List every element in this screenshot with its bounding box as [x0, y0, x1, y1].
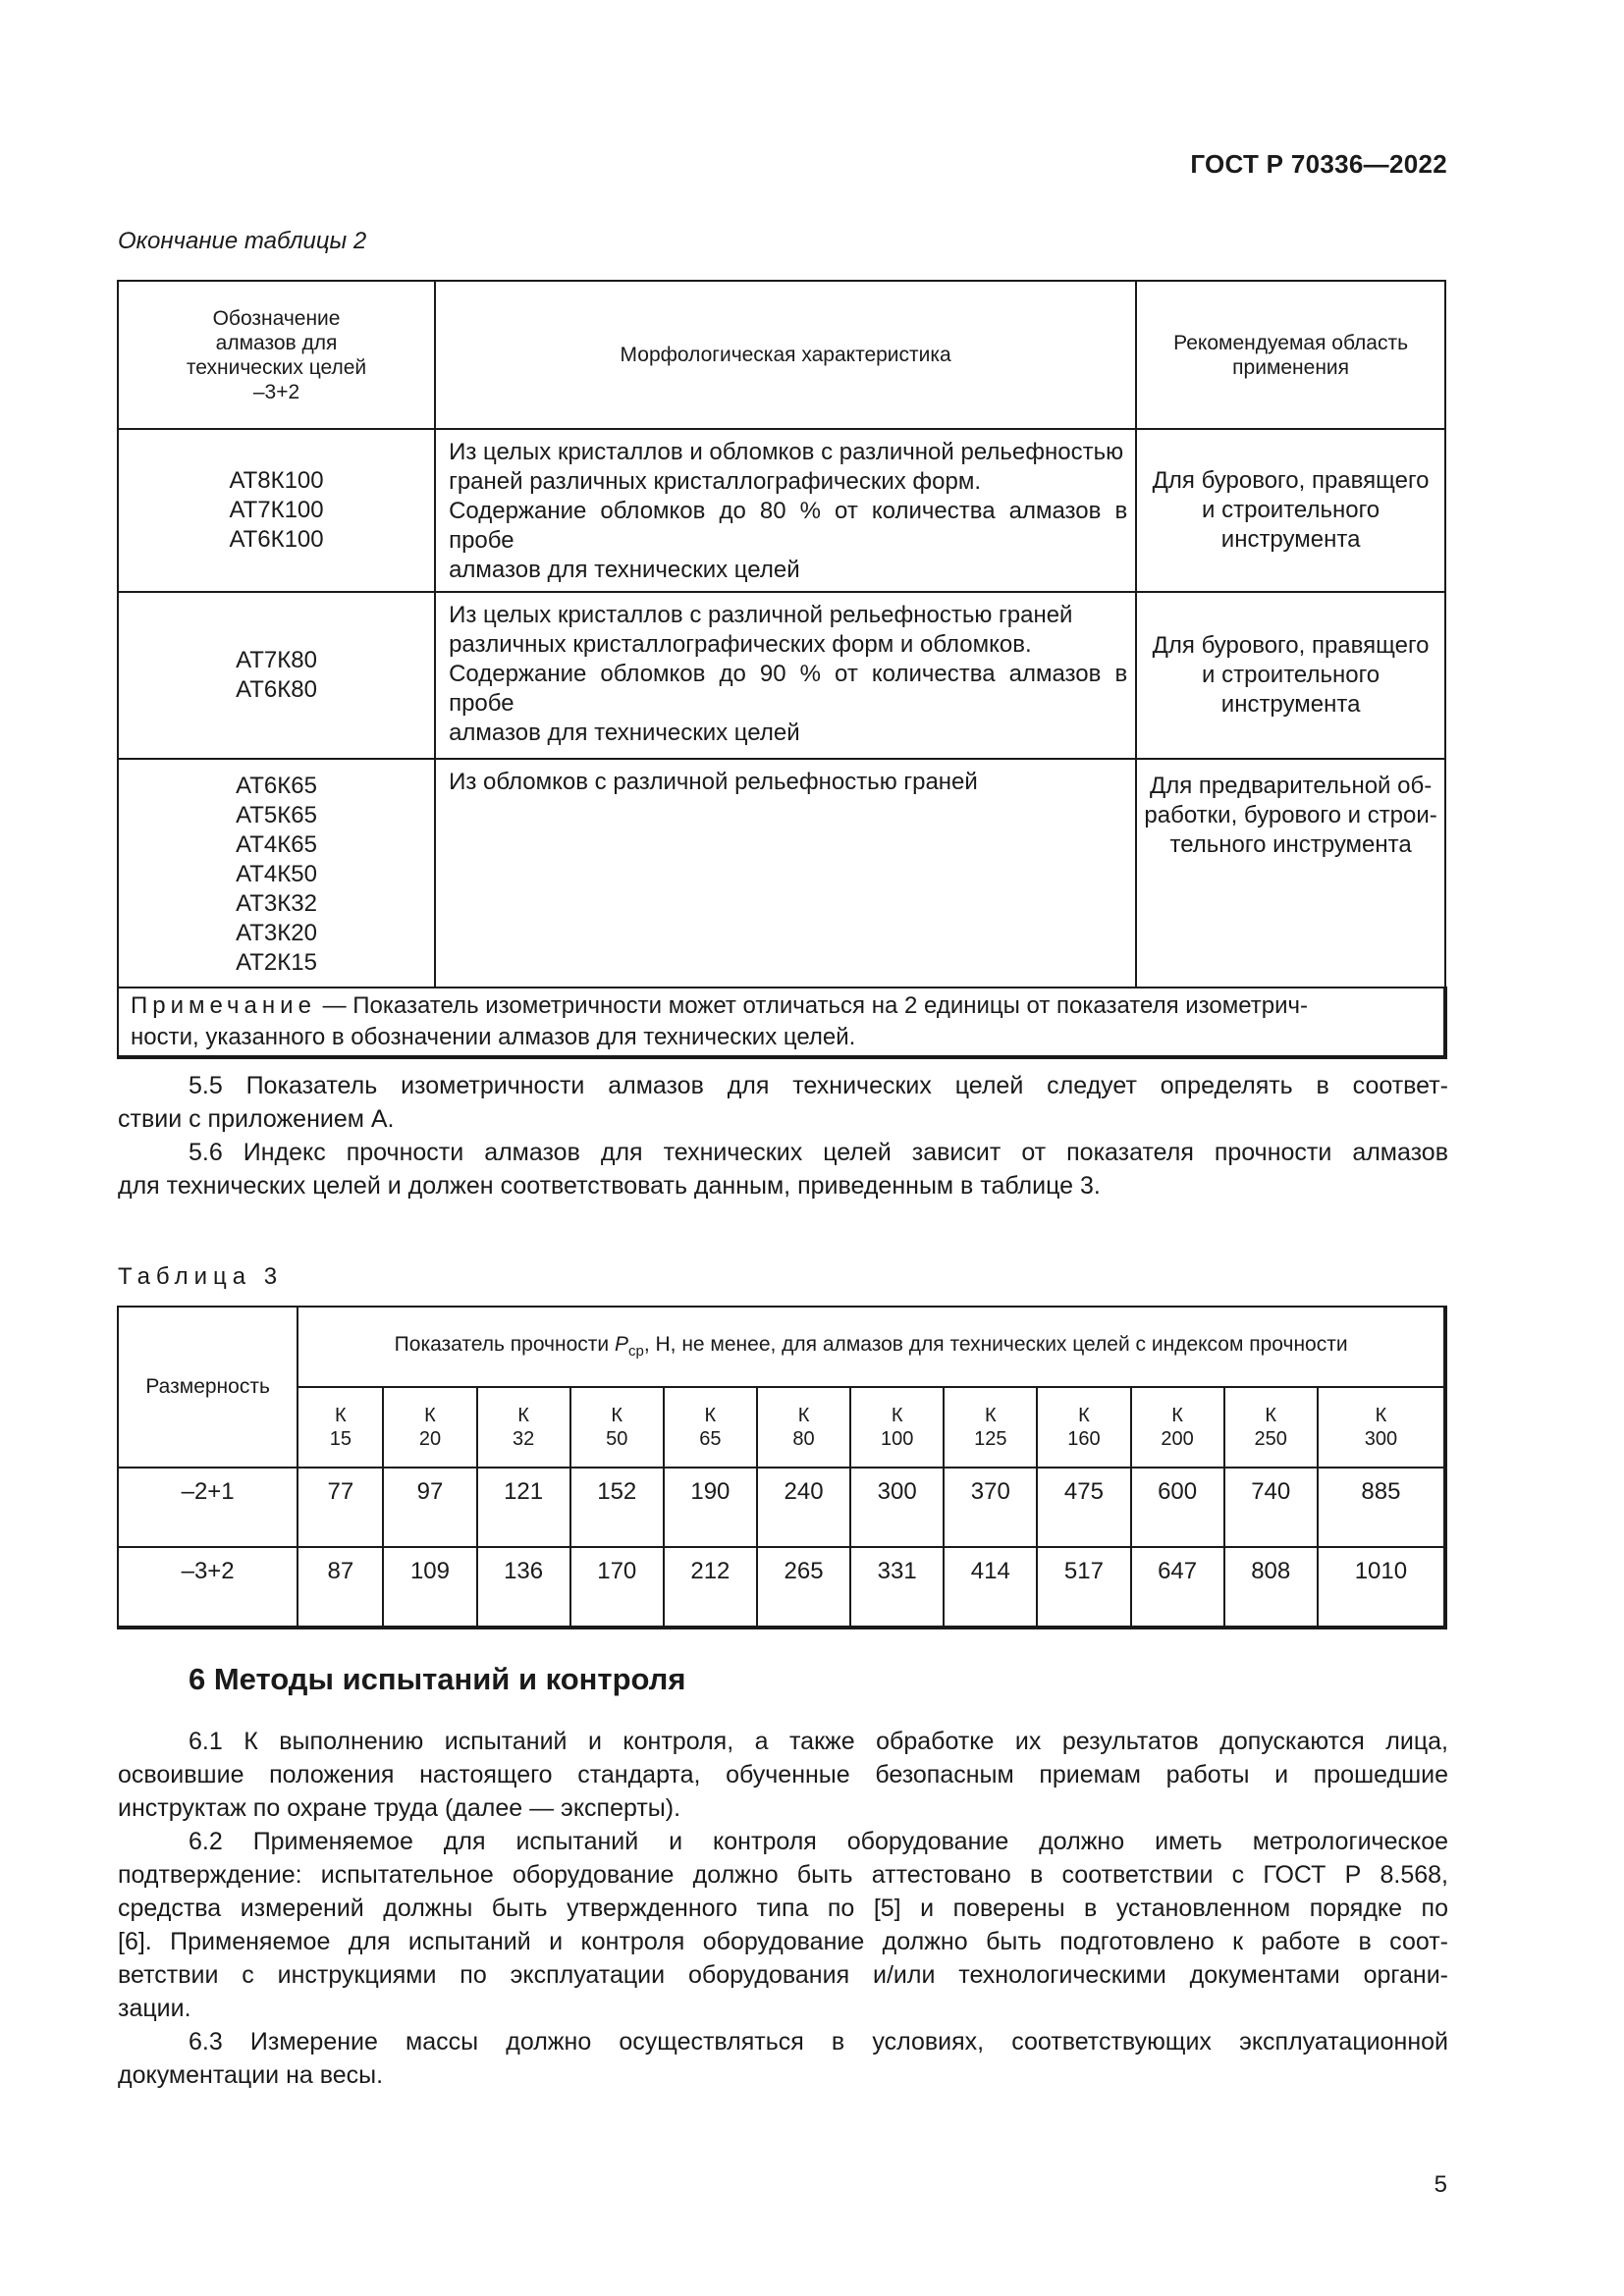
paragraph-6-3: 6.3 Измерение массы должно осуществляться в условиях, соответствующих эксплуатационной документации на весы.: [118, 2028, 1448, 2089]
value-cell: 87: [298, 1547, 383, 1628]
value-cell: 808: [1224, 1547, 1318, 1628]
strength-index-header: К 50: [570, 1387, 664, 1468]
value-cell: 77: [298, 1468, 383, 1547]
strength-index-header: К 300: [1318, 1387, 1445, 1468]
strength-index-header: К 200: [1131, 1387, 1224, 1468]
strength-index-header: К 32: [477, 1387, 570, 1468]
note-text-1: — Показатель изометричности может отличаться на 2 единицы от показателя изометрич-: [315, 992, 1309, 1019]
strength-index-header: К 160: [1037, 1387, 1130, 1468]
strength-index-header: К 125: [944, 1387, 1037, 1468]
description-cell: Из целых кристаллов с различной рельефностью граней различных кристаллографических форм и обломков. Содержание обломков до 90 % от количества алмазов в пробе алмазов для технических целей: [435, 592, 1136, 759]
table2-continuation-caption: Окончание таблицы 2: [118, 228, 367, 254]
strength-index-header: К 65: [664, 1387, 757, 1468]
value-cell: 517: [1037, 1547, 1130, 1628]
table-2: [117, 280, 1447, 1059]
value-cell: 414: [944, 1547, 1037, 1628]
paragraph-5-5: 5.5 Показатель изометричности алмазов для технических целей следует определять в соответ- ствии с приложением А.: [118, 1072, 1448, 1133]
value-cell: 370: [944, 1468, 1037, 1547]
value-cell: 212: [664, 1547, 757, 1628]
table3-index-row: [118, 1387, 1445, 1468]
grade-cell: АТ7К80 АТ6К80: [118, 592, 435, 759]
application-cell: Для предварительной об- работки, бурового и строи- тельного инструмента: [1136, 759, 1445, 988]
strength-index-header: К 250: [1224, 1387, 1318, 1468]
value-cell: 300: [850, 1468, 944, 1547]
note-label: Примечание: [131, 992, 316, 1019]
grade-cell: АТ8К100 АТ7К100 АТ6К100: [118, 429, 435, 592]
value-cell: 600: [1131, 1468, 1224, 1547]
paragraph-6-1: 6.1 К выполнению испытаний и контроля, а также обработке их результатов допускаются лица, освоившие положения настоящего стандарта, обученные безопасным приемам работы и прошедшие инструктаж по охране труда (далее — эксперты).: [118, 1728, 1448, 1822]
section-6-title: 6 Методы испытаний и контроля: [189, 1662, 686, 1696]
value-cell: 265: [757, 1547, 850, 1628]
strength-index-header: К 20: [383, 1387, 476, 1468]
paragraph-5-6: 5.6 Индекс прочности алмазов для технических целей зависит от показателя прочности алмазов для технических целей и должен соответствовать данным, приведенным в таблице 3.: [118, 1139, 1448, 1200]
table2-note-row: [118, 988, 1445, 1057]
table2-header-application: Рекомендуемая область применения: [1136, 281, 1445, 429]
value-cell: 647: [1131, 1547, 1224, 1628]
value-cell: 152: [570, 1468, 664, 1547]
application-cell: Для бурового, правящего и строительного инструмента: [1136, 429, 1445, 592]
table-row: [118, 759, 1445, 988]
table-row: [118, 1468, 1445, 1547]
table2-header-morphology: Морфологическая характеристика: [435, 281, 1136, 429]
strength-index-header: К 100: [850, 1387, 944, 1468]
value-cell: 240: [757, 1468, 850, 1547]
value-cell: 740: [1224, 1468, 1318, 1547]
table2-header-row: [118, 281, 1445, 429]
table2-header-grade: Обозначение алмазов для технических целей –3+2: [118, 281, 435, 429]
value-cell: 121: [477, 1468, 570, 1547]
value-cell: 136: [477, 1547, 570, 1628]
value-cell: 170: [570, 1547, 664, 1628]
table2-note: [118, 988, 1445, 1057]
table-row: [118, 592, 1445, 759]
strength-index-header: К 80: [757, 1387, 850, 1468]
note-text-2: ности, указанного в обозначении алмазов для технических целей.: [131, 1024, 856, 1050]
value-cell: 475: [1037, 1468, 1130, 1547]
table-row: [118, 1547, 1445, 1628]
table-3: [117, 1306, 1447, 1629]
value-cell: 190: [664, 1468, 757, 1547]
description-cell: Из целых кристаллов и обломков с различной рельефностью граней различных кристаллографических форм. Содержание обломков до 80 % от количества алмазов в пробе алмазов для технических целей: [435, 429, 1136, 592]
table-row: [118, 429, 1445, 592]
page-number: 5: [1434, 2171, 1447, 2198]
strength-index-header: К 15: [298, 1387, 383, 1468]
table3-header-row: [118, 1307, 1445, 1387]
value-cell: 1010: [1318, 1547, 1445, 1628]
strength-header: Показатель прочности $P_{ср}$, Н, не менее, для алмазов для технических целей с индексом прочности: [298, 1307, 1445, 1387]
dimension-cell: –3+2: [118, 1547, 298, 1628]
document-code: ГОСТ Р 70336—2022: [1190, 149, 1447, 179]
dimension-header: Размерность: [118, 1307, 298, 1468]
value-cell: 109: [383, 1547, 476, 1628]
value-cell: 331: [850, 1547, 944, 1628]
dimension-cell: –2+1: [118, 1468, 298, 1547]
value-cell: 97: [383, 1468, 476, 1547]
value-cell: 885: [1318, 1468, 1445, 1547]
description-cell: Из обломков с различной рельефностью граней: [435, 759, 1136, 988]
grade-cell: АТ6К65 АТ5К65 АТ4К65 АТ4К50 АТ3К32 АТ3К20 АТ2К15: [118, 759, 435, 988]
table3-caption: Таблица 3: [118, 1263, 284, 1290]
paragraph-6-2: 6.2 Применяемое для испытаний и контроля оборудование должно иметь метрологическое подтверждение: испытательное оборудование должно быть аттестовано в соответствии с ГОСТ Р 8.568, средства измерений должны быть утвержденного типа по [5] и поверены в установленном порядке по [6]. Применяемое для испытаний и контроля оборудование должно быть подготовлено к работе в соот- ветствии с инструкциями по эксплуатации оборудования и/или технологическими документами органи- зации.: [118, 1828, 1448, 2022]
application-cell: Для бурового, правящего и строительного инструмента: [1136, 592, 1445, 759]
